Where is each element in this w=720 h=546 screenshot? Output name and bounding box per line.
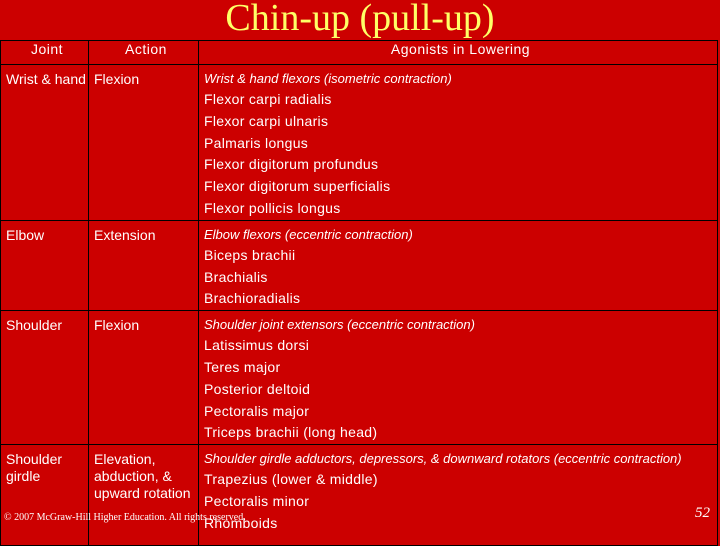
- action-text: Flexion: [94, 317, 140, 334]
- joint-text: Shoulder girdle: [6, 451, 63, 485]
- agonists-cell: [199, 220, 718, 310]
- table-row: [1, 445, 718, 546]
- header-agonists: Agonists in Lowering: [199, 41, 718, 65]
- muscle-item: Flexor pollicis longus: [204, 199, 341, 216]
- action-text: Extension: [94, 226, 156, 243]
- action-text: Flexion: [94, 71, 140, 87]
- muscle-item: Teres major: [204, 358, 281, 375]
- muscle-item: Flexor carpi ulnaris: [204, 112, 329, 129]
- table-header-row: [1, 41, 718, 65]
- muscle-item: Palmaris longus: [204, 134, 309, 151]
- joint-cell: [1, 220, 89, 310]
- header-action: Action: [89, 41, 199, 65]
- action-cell: [89, 220, 199, 310]
- muscle-item: Brachioradialis: [204, 290, 301, 307]
- muscle-group-label: Wrist & hand flexors (isometric contraction): [204, 71, 452, 86]
- action-cell: [89, 311, 199, 445]
- action-cell: [89, 445, 199, 546]
- header-joint: Joint: [1, 41, 89, 65]
- muscle-item: Biceps brachii: [204, 246, 296, 263]
- action-cell: [89, 65, 199, 221]
- action-text: Elevation, abduction, & upward rotation: [94, 451, 191, 502]
- muscle-item: Brachialis: [204, 268, 268, 285]
- agonists-cell: [199, 445, 718, 546]
- joint-cell: [1, 311, 89, 445]
- muscle-item: Posterior deltoid: [204, 380, 311, 397]
- joint-cell: [1, 445, 89, 546]
- joint-text: Elbow: [6, 226, 45, 243]
- muscle-table: [0, 40, 718, 546]
- joint-cell: [1, 65, 89, 221]
- copyright-footer: © 2007 McGraw-Hill Higher Education. All rights reserved.: [4, 512, 246, 523]
- page-number: 52: [695, 505, 710, 521]
- table-row: [1, 311, 718, 445]
- muscle-item: Pectoralis minor: [204, 492, 310, 509]
- agonists-cell: [199, 311, 718, 445]
- muscle-group-label: Elbow flexors (eccentric contraction): [204, 226, 413, 242]
- slide-title: Chin-up (pull-up): [225, 0, 495, 39]
- muscle-group-label: Shoulder joint extensors (eccentric contraction): [204, 317, 475, 333]
- muscle-item: Latissimus dorsi: [204, 337, 310, 354]
- joint-text: Shoulder: [6, 317, 63, 334]
- muscle-item: Pectoralis major: [204, 402, 310, 419]
- muscle-item: Triceps brachii (long head): [204, 424, 378, 441]
- muscle-item: Trapezius (lower & middle): [204, 471, 378, 488]
- table-row: [1, 220, 718, 310]
- table-row: [1, 65, 718, 221]
- muscle-group-label: Shoulder girdle adductors, depressors, & downward rotators (eccentric contraction): [204, 451, 682, 467]
- muscle-item: Rhomboids: [204, 514, 278, 531]
- muscle-item: Flexor digitorum superficialis: [204, 178, 391, 195]
- muscle-item: Flexor carpi radialis: [204, 91, 332, 107]
- agonists-cell: [199, 65, 718, 221]
- joint-text: Wrist & hand: [6, 71, 86, 87]
- muscle-item: Flexor digitorum profundus: [204, 156, 379, 173]
